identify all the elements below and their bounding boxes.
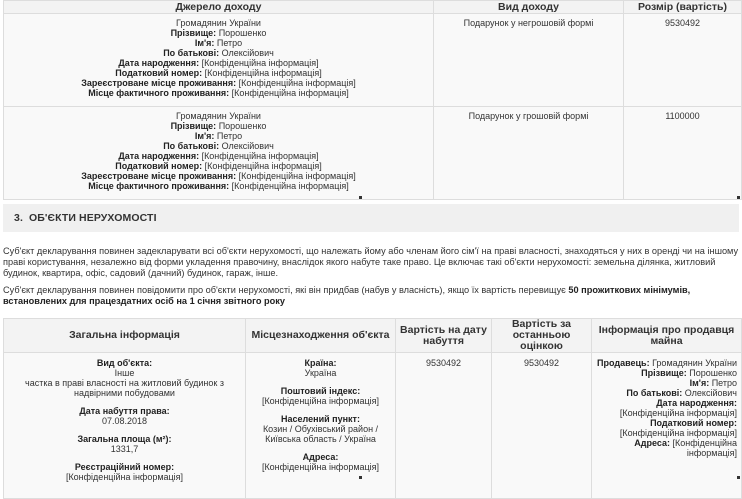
value-acquired-cell: 9530492 — [396, 353, 492, 499]
section-threshold-note — [3, 285, 741, 307]
address-label: Адреса: — [302, 452, 339, 462]
property-general-cell — [4, 353, 246, 499]
property-seller-cell — [592, 353, 742, 499]
section-number: 3. — [14, 212, 23, 224]
acquisition-date-value: 07.08.2018 — [101, 416, 148, 426]
area-value: 1331,7 — [110, 444, 139, 454]
seller-line: Продавець: Громадянин України — [597, 358, 737, 368]
section-title-text: ОБ'ЄКТИ НЕРУХОМОСТІ — [29, 212, 157, 224]
registration-number-value: [Конфіденційна інформація] — [65, 472, 184, 482]
registration-number-label: Реєстраційний номер: — [74, 462, 175, 472]
seller-line: Ім'я: Петро — [689, 378, 737, 388]
object-type-label: Вид об'єкта: — [96, 358, 153, 368]
postal-code-label: Поштовий індекс: — [280, 386, 361, 396]
source-field: Місце фактичного проживання: [Конфіденційна інформація] — [88, 181, 349, 191]
property-location-cell — [246, 353, 396, 499]
country-value: Україна — [304, 368, 337, 378]
income-amount-cell: 9530492 — [624, 14, 742, 107]
income-table — [3, 0, 742, 200]
header-value-latest: Вартість за останньою оцінкою — [492, 319, 592, 353]
source-field: Дата народження: [Конфіденційна інформація] — [118, 151, 319, 161]
settlement-value: Козин / Обухівський район / Київська область / Україна — [262, 424, 379, 444]
header-income-source: Джерело доходу — [4, 1, 434, 14]
source-field: Ім'я: Петро — [194, 131, 243, 141]
source-citizenship: Громадянин України — [176, 111, 261, 121]
source-field: Прізвище: Порошенко — [170, 28, 267, 38]
source-field: Зареєстроване місце проживання: [Конфіденційна інформація] — [81, 171, 356, 181]
header-income-amount: Розмір (вартість) — [624, 1, 742, 14]
corner-marker — [737, 196, 740, 199]
source-field: Ім'я: Петро — [194, 38, 243, 48]
seller-line: По батькові: Олексійович — [626, 388, 737, 398]
income-source-cell — [4, 107, 434, 200]
country-label: Країна: — [304, 358, 337, 368]
postal-code-value: [Конфіденційна інформація] — [261, 396, 380, 406]
income-kind-cell: Подарунок у негрошовій формі — [434, 14, 624, 107]
income-row — [4, 14, 742, 107]
source-field: Місце фактичного проживання: [Конфіденційна інформація] — [88, 88, 349, 98]
header-value-acquired: Вартість на дату набуття — [396, 319, 492, 353]
threshold-note-bold: 50 прожиткових мінімумів, встановлених для працездатних осіб на 1 січня звітного року — [3, 285, 691, 306]
source-citizenship: Громадянин України — [176, 18, 261, 28]
address-value: [Конфіденційна інформація] — [261, 462, 380, 472]
property-row — [4, 353, 742, 499]
income-row — [4, 107, 742, 200]
source-field: Дата народження: [Конфіденційна інформація] — [118, 58, 319, 68]
seller-line: Податковий номер: [Конфіденційна інформація] — [619, 418, 737, 438]
object-type-detail: частка в праві власності на житловий будинок з надвірними побудовами — [25, 378, 224, 398]
property-header-row — [4, 319, 742, 353]
source-field: Зареєстроване місце проживання: [Конфіденційна інформація] — [81, 78, 356, 88]
object-type-value: Інше — [114, 368, 135, 378]
value-latest-cell: 9530492 — [492, 353, 592, 499]
corner-marker — [359, 476, 362, 479]
settlement-label: Населений пункт: — [281, 414, 360, 424]
header-seller-info: Інформація про продавця майна — [592, 319, 742, 353]
income-source-cell — [4, 14, 434, 107]
header-general-info: Загальна інформація — [4, 319, 246, 353]
section-title — [14, 209, 157, 227]
income-amount-cell: 1100000 — [624, 107, 742, 200]
header-income-kind: Вид доходу — [434, 1, 624, 14]
seller-line: Дата народження: [Конфіденційна інформація] — [619, 398, 737, 418]
header-location: Місцезнаходження об'єкта — [246, 319, 396, 353]
income-kind-cell: Подарунок у грошовій формі — [434, 107, 624, 200]
corner-marker — [359, 196, 362, 199]
corner-marker — [737, 476, 740, 479]
source-field: По батькові: Олексійович — [163, 48, 274, 58]
source-field: Податковий номер: [Конфіденційна інформація] — [115, 161, 322, 171]
acquisition-date-label: Дата набуття права: — [79, 406, 170, 416]
source-field: По батькові: Олексійович — [163, 141, 274, 151]
area-label: Загальна площа (м²): — [77, 434, 172, 444]
income-header-row — [4, 1, 742, 14]
property-table — [3, 318, 742, 499]
section-description: Суб'єкт декларування повинен задекларувати всі об'єкти нерухомості, що належать йому або членам його сім'ї на праві власності, знаходяться у них в оренді чи на іншому праві користування, незалежно від форми укладення правочину, внаслідок якого набуте таке право. Це включає такі об'єкти нерухомості: земельна ділянка, житловий будинок, квартира, офіс, садовий (дачний) будинок, гараж, інше. — [3, 246, 739, 278]
source-field: Податковий номер: [Конфіденційна інформація] — [115, 68, 322, 78]
source-field: Прізвище: Порошенко — [170, 121, 267, 131]
threshold-note-text: Суб'єкт декларування повинен повідомити про об'єкти нерухомості, які він придбав (набув у власність), якщо їх вартість перевищує — [3, 285, 569, 295]
seller-line: Прізвище: Порошенко — [641, 368, 737, 378]
seller-line: Адреса: [Конфіденційна інформація] — [634, 438, 737, 458]
